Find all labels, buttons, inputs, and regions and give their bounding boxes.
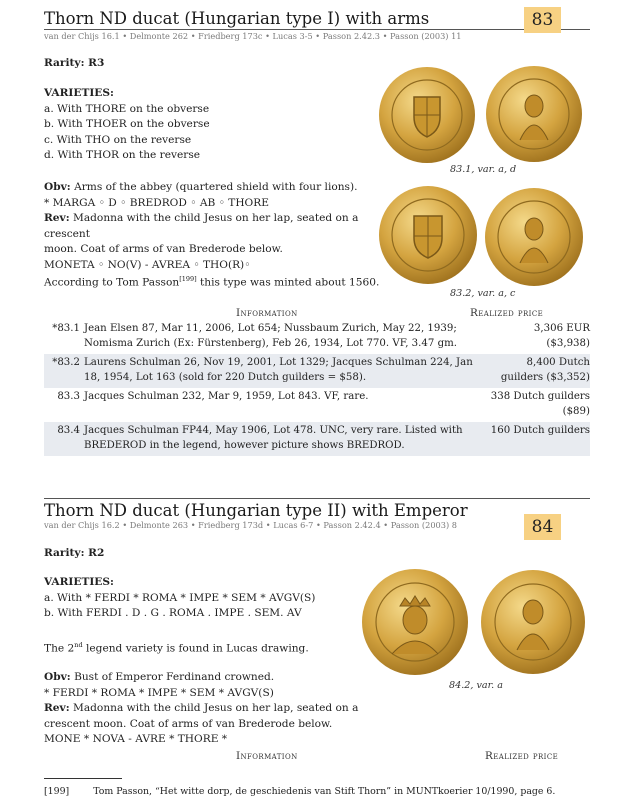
- coin-83-1-reverse-image: [482, 64, 586, 164]
- lot-id: 83.3: [57, 391, 80, 402]
- table-84-header-information: Information: [236, 750, 298, 762]
- coin-83-1-obverse-image: [376, 65, 481, 165]
- provenance-table-83: [44, 320, 590, 456]
- reverse-legend: MONE * NOVA - AVRE * THORE *: [44, 733, 228, 745]
- reverse-text-1: Madonna with the child Jesus on her lap, seated on a crescent: [44, 212, 359, 240]
- section-84-refs: van der Chijs 16.2 • Delmonte 263 • Friedberg 173d • Lucas 6-7 • Passon 2.42.4 • Passon (2003) 8: [44, 520, 457, 530]
- section-84-rarity: Rarity: R2: [44, 547, 105, 559]
- reverse-label: Rev:: [44, 212, 70, 224]
- reverse-label: Rev:: [44, 702, 70, 714]
- reverse-text-2: moon. Coat of arms of van Brederode below.: [44, 243, 283, 255]
- reverse-text-2: crescent moon. Coat of arms of van Brederode below.: [44, 717, 333, 730]
- variety-item: b. With THOER on the obverse: [44, 118, 210, 130]
- coin-84-2-obverse-image: [356, 566, 474, 678]
- note-text-post: this type was minted about 1560.: [196, 276, 380, 289]
- footnote-text: Tom Passon, “Het witte dorp, de geschiedenis van Stift Thorn” in MUNTkoerier 10/1990, page 6.: [93, 786, 556, 797]
- lot-info: Jacques Schulman FP44, May 1906, Lot 478. UNC, very rare. Listed with BREDEROD in the legend, however picture shows BREDROD.: [84, 422, 490, 456]
- footnote-number: [199]: [44, 786, 70, 797]
- section-83-rarity: Rarity: R3: [44, 57, 105, 69]
- table-row: [44, 354, 590, 388]
- variety-item: a. With * FERDI * ROMA * IMPE * SEM * AVGV(S): [44, 591, 316, 604]
- table-84-header-price: Realized price: [485, 750, 559, 762]
- lot-price: 338 Dutch guilders ($89): [490, 391, 590, 417]
- lot-id: *83.2: [44, 354, 84, 388]
- variety-item: c. With THO on the reverse: [44, 133, 192, 146]
- lot-info: Jean Elsen 87, Mar 11, 2006, Lot 654; Nussbaum Zurich, May 22, 1939; Nomisma Zurich (Ex: Fürstenberg), Feb 26, 1934, Lot 770. VF, 3.47 gm.: [84, 323, 458, 349]
- coin-84-2-reverse-image: [478, 566, 588, 678]
- coin-83-2-obverse-image: [376, 183, 480, 287]
- obverse-line: [44, 180, 374, 196]
- lot-info: Jacques Schulman 232, Mar 9, 1959, Lot 843. VF, rare.: [84, 391, 369, 402]
- section-84-varieties: [44, 575, 364, 622]
- coin-83-2-caption: 83.2, var. a, c: [450, 288, 516, 299]
- reverse-text-1: Madonna with the child Jesus on her lap, seated on a: [69, 702, 359, 714]
- section-84-number-badge: 84: [524, 514, 561, 540]
- section-83-varieties: [44, 86, 374, 164]
- lot-id: 83.4: [44, 422, 84, 456]
- section-83-title: Thorn ND ducat (Hungarian type I) with arms: [44, 9, 430, 28]
- lot-price: 8,400 Dutch guilders ($3,352): [490, 354, 590, 388]
- section-84-description: [44, 670, 374, 748]
- obverse-text: Arms of the abbey (quartered shield with four lions).: [70, 181, 358, 193]
- variety-item: b. With FERDI . D . G . ROMA . IMPE . SEM. AV: [44, 607, 302, 619]
- table-row: [44, 320, 590, 354]
- footnote-rule: [44, 778, 122, 779]
- obverse-legend: * MARGA ◦ D ◦ BREDROD ◦ AB ◦ THORE: [44, 196, 269, 209]
- table-row: [44, 388, 590, 422]
- obverse-label: Obv:: [44, 671, 71, 683]
- varieties-heading: VARIETIES:: [44, 576, 114, 588]
- section-83-title-rule: [44, 29, 590, 30]
- lot-price: 160 Dutch guilders: [490, 422, 590, 456]
- section-83-refs: van der Chijs 16.1 • Delmonte 262 • Friedberg 173c • Lucas 3-5 • Passon 2.42.3 • Passon (2003) 11: [44, 31, 462, 41]
- reverse-line: [44, 701, 374, 717]
- obverse-text: Bust of Emperor Ferdinand crowned.: [70, 671, 275, 683]
- variety-item: d. With THOR on the reverse: [44, 149, 201, 161]
- obverse-label: Obv:: [44, 181, 71, 193]
- obverse-line: [44, 670, 374, 686]
- coin-84-2-caption: 84.2, var. a: [449, 680, 503, 691]
- legend-note-post: legend variety is found in Lucas drawing.: [82, 642, 309, 655]
- varieties-heading: VARIETIES:: [44, 87, 114, 99]
- reverse-legend: MONETA ◦ NO(V) - AVREA ◦ THO(R)◦: [44, 258, 251, 271]
- coin-83-1-caption: 83.1, var. a, d: [450, 164, 517, 175]
- reverse-line: [44, 211, 374, 242]
- table-83-header-price: Realized price: [470, 307, 544, 319]
- section-84-title: Thorn ND ducat (Hungarian type II) with Emperor: [44, 501, 468, 520]
- legend-note-pre: The 2: [44, 642, 75, 655]
- section-84-legend-note: [44, 638, 309, 657]
- table-row: [44, 422, 590, 456]
- section-83-description: [44, 180, 374, 273]
- footnote: [44, 786, 555, 797]
- lot-info: Laurens Schulman 26, Nov 19, 2001, Lot 1329; Jacques Schulman 224, Jan 18, 1954, Lot 163 (sold for 220 Dutch guilders = $58).: [84, 354, 490, 388]
- variety-item: a. With THORE on the obverse: [44, 102, 210, 115]
- section-84-top-rule: [44, 498, 590, 499]
- lot-id: *83.1: [52, 323, 80, 334]
- table-83-header-information: Information: [236, 307, 298, 319]
- legend-note-sup: nd: [74, 641, 83, 649]
- footnote-ref[interactable]: [199]: [179, 275, 197, 283]
- obverse-legend: * FERDI * ROMA * IMPE * SEM * AVGV(S): [44, 686, 274, 699]
- section-83-number-badge: 83: [524, 7, 561, 33]
- lot-price: 3,306 EUR ($3,938): [533, 323, 590, 349]
- section-83-minting-note: [44, 272, 379, 291]
- coin-83-2-reverse-image: [482, 185, 586, 289]
- note-text-pre: According to Tom Passon: [44, 276, 180, 289]
